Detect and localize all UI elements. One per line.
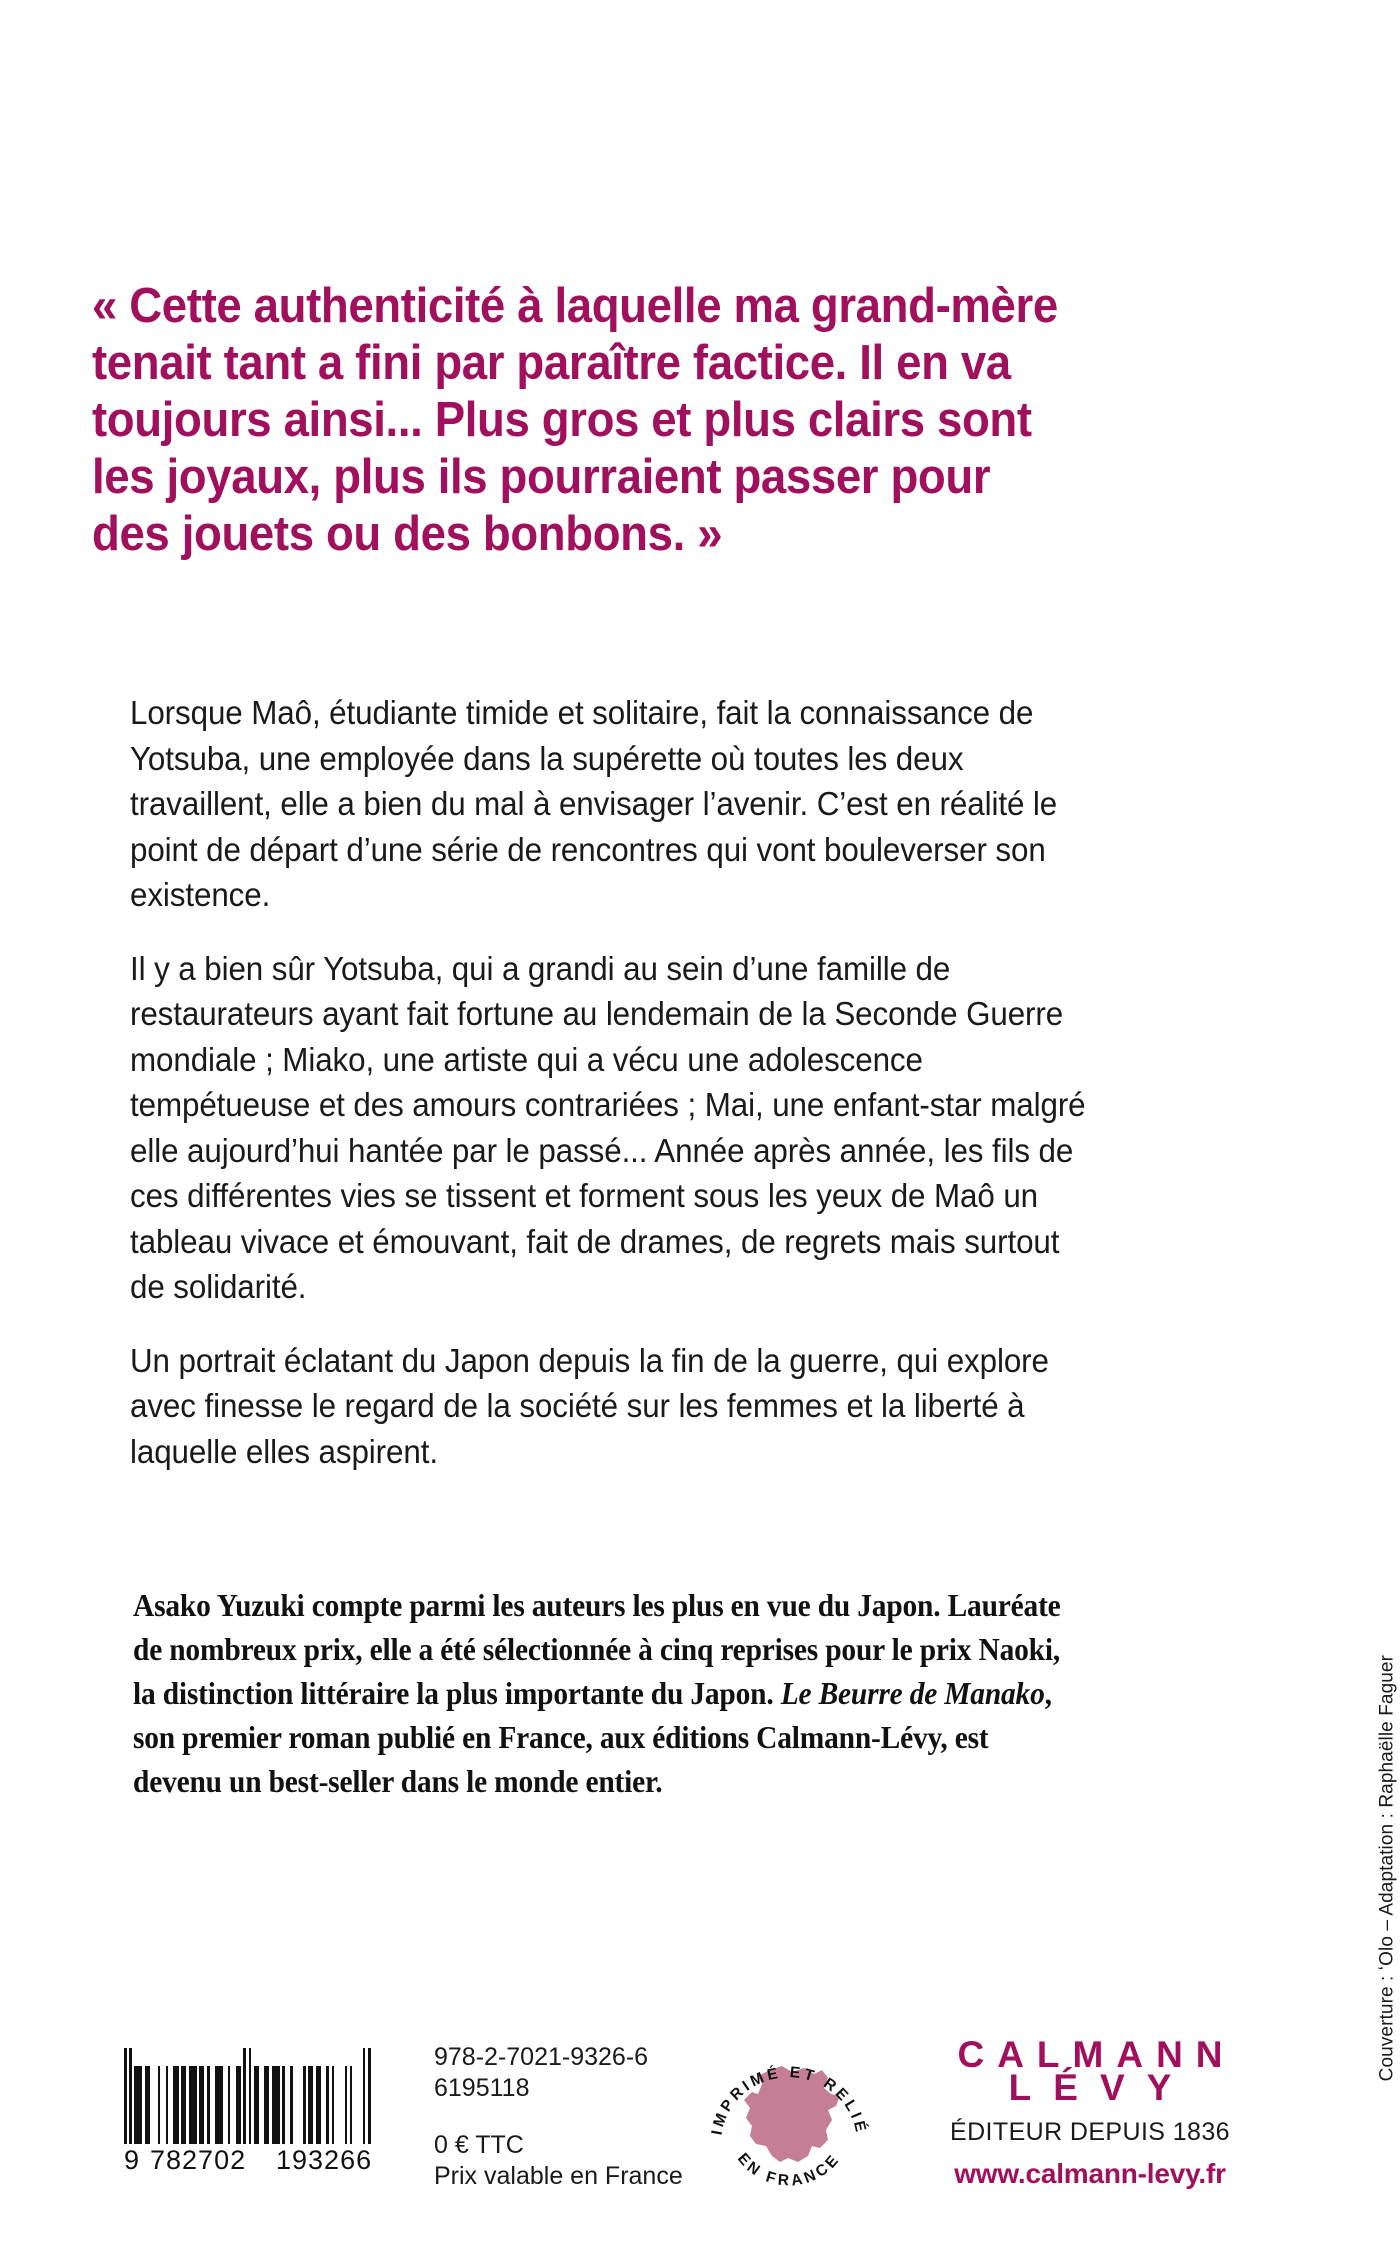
synopsis-paragraph: Il y a bien sûr Yotsuba, qui a grandi au sein d’une famille de restaurateurs ayant fait fortune au lendemain de la Seconde Guerre mondiale ; Miako, une artiste qui a vécu une adolescence tempétueuse et des amours contrariées ; Mai, une enfant-star malgré elle aujourd’hui hantée par le passé... Année après année, les fils de ces différentes vies se tissent et forment sous les yeux de Maô un tableau vivace et émouvant, fait de drames, de regrets mais surtout de solidarité. <box>130 949 1086 1305</box>
barcode-bar <box>272 2066 280 2144</box>
publisher-name-line1: CALMANN <box>957 2034 1236 2075</box>
barcode-digits <box>124 2145 414 2175</box>
book-title-mention: Le Beurre de Manako <box>780 1675 1045 1711</box>
barcode-bars <box>124 2048 414 2144</box>
synopsis-block <box>130 690 1150 1474</box>
barcode-bar <box>368 2048 371 2144</box>
barcode-bar <box>215 2066 223 2144</box>
isbn-info-block <box>434 2042 683 2192</box>
barcode-right-digits: 193266 <box>276 2145 373 2175</box>
printed-in-france-logo <box>700 2040 878 2198</box>
publisher-tagline: ÉDITEUR DEPUIS 1836 <box>950 2118 1230 2146</box>
synopsis-paragraph: Lorsque Maô, étudiante timide et solitaire, fait la connaissance de Yotsuba, une employée dans la supérette où toutes les deux travaillent, elle a bien du mal à envisager l’avenir. C’est en réalité le point de départ d’une série de rencontres qui vont bouleverser son existence. <box>130 694 1058 913</box>
author-bio <box>133 1583 1071 1803</box>
pull-quote: « Cette authenticité à laquelle ma grand-mère tenait tant a fini par paraître factice. Il en va toujours ainsi... Plus gros et plus clairs sont les joyaux, plus ils pourraient passer pour des jouets ou des bonbons. » <box>92 279 1058 561</box>
barcode-bar <box>150 2066 158 2144</box>
barcode-bar <box>352 2066 362 2144</box>
publisher-name-line2: LÉVY <box>1008 2067 1194 2108</box>
barcode-lead-digit: 9 <box>124 2145 141 2175</box>
barcode-bar <box>134 2066 142 2144</box>
france-logo-bottom-text: EN FRANCE <box>733 2150 845 2190</box>
price-value: 0 € TTC <box>434 2131 524 2159</box>
publisher-website-link[interactable]: www.calmann-levy.fr <box>954 2158 1226 2189</box>
publisher-logo <box>940 2036 1240 2190</box>
author-bio-text-start: Asako Yuzuki compte parmi les auteurs les plus en vue du Japon. Lauréate de nombreux prix, elle a été sélectionnée à cinq reprises pour le prix Naoki, la distinction littéraire la plus importante du Japon. <box>133 1587 1061 1711</box>
author-bio-text-end: , son premier roman publié en France, aux éditions Calmann-Lévy, est devenu un best-seller dans le monde entier. <box>133 1675 1052 1799</box>
internal-reference: 6195118 <box>434 2074 530 2102</box>
price-note: Prix valable en France <box>434 2162 683 2190</box>
barcode-bar <box>189 2066 197 2144</box>
barcode-left-digits: 782702 <box>150 2145 247 2175</box>
footer-bar <box>0 2028 1400 2208</box>
barcode-bar <box>334 2066 344 2144</box>
synopsis-paragraph: Un portrait éclatant du Japon depuis la fin de la guerre, qui explore avec finesse le regard de la société sur les femmes et la liberté à laquelle elles aspirent. <box>130 1341 1049 1470</box>
isbn-barcode <box>124 2048 414 2175</box>
france-logo-top-text: IMPRIMÉ ET RELIÉ <box>708 2064 870 2137</box>
cover-credit: Couverture : ʻOlo – Adaptation : Raphaëlle Faguer <box>1376 1655 1397 2082</box>
barcode-bar <box>293 2066 303 2144</box>
isbn-number: 978-2-7021-9326-6 <box>434 2043 649 2071</box>
